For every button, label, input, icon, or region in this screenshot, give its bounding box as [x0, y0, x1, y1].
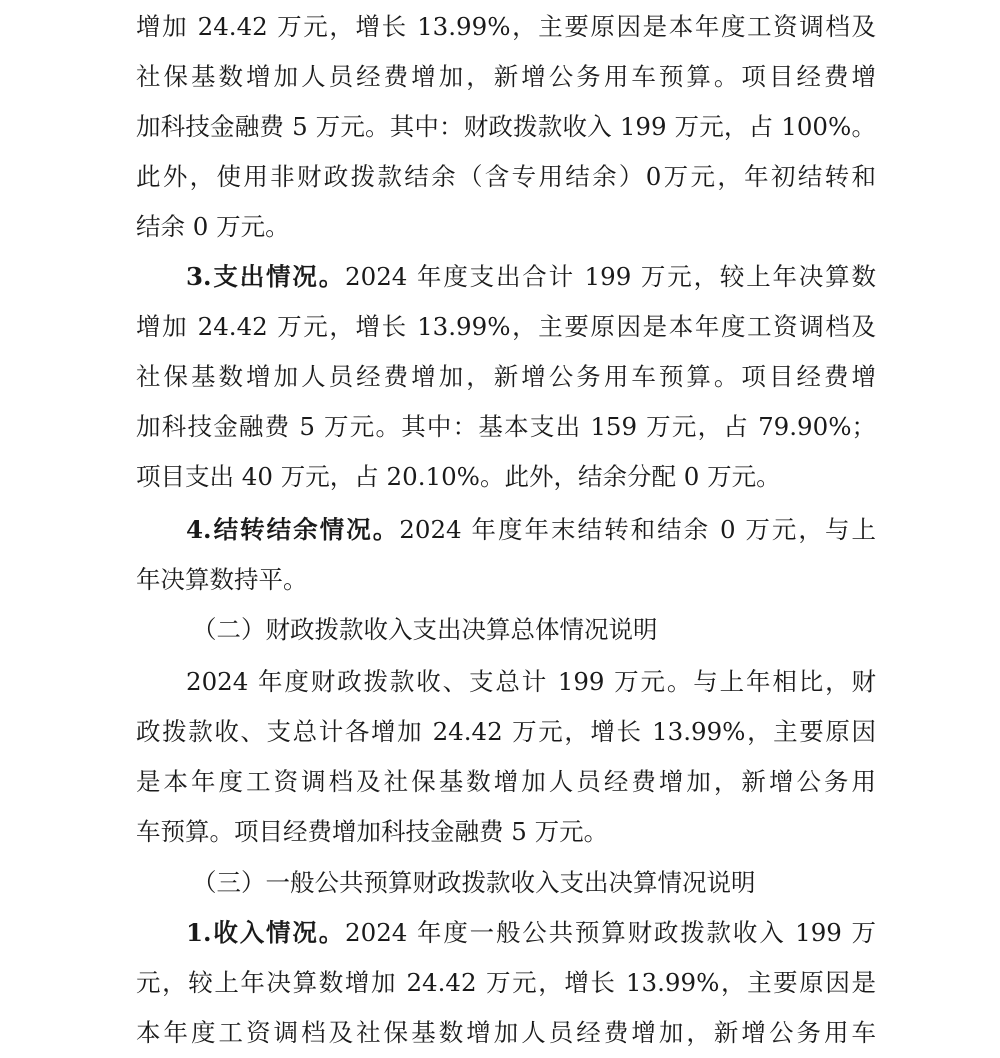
section-income	[186, 908, 876, 958]
paragraph-line: 政拨款收、支总计各增加 24.42 万元，增长 13.99%，主要原因	[136, 717, 876, 746]
paragraph-line: 项目支出 40 万元，占 20.10%。此外，结余分配 0 万元。	[136, 462, 781, 491]
paragraph-line: 元，较上年决算数增加 24.42 万元，增长 13.99%，主要原因是	[136, 968, 876, 997]
paragraph-line: 加科技金融费 5 万元。其中：财政拨款收入 199 万元，占 100%。	[136, 112, 876, 141]
section-heading: 4.结转结余情况。	[186, 515, 400, 544]
paragraph-text: 2024 年度一般公共预算财政拨款收入 199 万	[345, 918, 877, 947]
paragraph-line: 本年度工资调档及社保基数增加人员经费增加，新增公务用车	[136, 1018, 876, 1047]
subsection-heading: （二）财政拨款收入支出决算总体情况说明	[192, 615, 658, 644]
paragraph-line: 增加 24.42 万元，增长 13.99%，主要原因是本年度工资调档及	[136, 12, 876, 41]
paragraph-line: 年决算数持平。	[136, 565, 308, 594]
section-carryover	[186, 505, 876, 555]
paragraph-line: 增加 24.42 万元，增长 13.99%，主要原因是本年度工资调档及	[136, 312, 876, 341]
subsection-heading: （三）一般公共预算财政拨款收入支出决算情况说明	[192, 868, 756, 897]
paragraph-line: 社保基数增加人员经费增加，新增公务用车预算。项目经费增	[136, 62, 876, 91]
section-heading: 1.收入情况。	[186, 918, 346, 947]
paragraph-text: 2024 年度年末结转和结余 0 万元，与上	[399, 515, 876, 544]
paragraph-line: 是本年度工资调档及社保基数增加人员经费增加，新增公务用	[136, 767, 876, 796]
section-expenditure	[186, 252, 876, 302]
paragraph-line: 2024 年度财政拨款收、支总计 199 万元。与上年相比，财	[186, 667, 876, 696]
section-heading: 3.支出情况。	[186, 262, 346, 291]
paragraph-line: 社保基数增加人员经费增加，新增公务用车预算。项目经费增	[136, 362, 876, 391]
paragraph-line: 此外，使用非财政拨款结余（含专用结余）0万元，年初结转和	[136, 162, 876, 191]
paragraph-text: 2024 年度支出合计 199 万元，较上年决算数	[345, 262, 877, 291]
paragraph-line: 加科技金融费 5 万元。其中：基本支出 159 万元，占 79.90%；	[136, 412, 876, 441]
paragraph-line: 车预算。项目经费增加科技金融费 5 万元。	[136, 817, 609, 846]
paragraph-line: 结余 0 万元。	[136, 212, 290, 241]
